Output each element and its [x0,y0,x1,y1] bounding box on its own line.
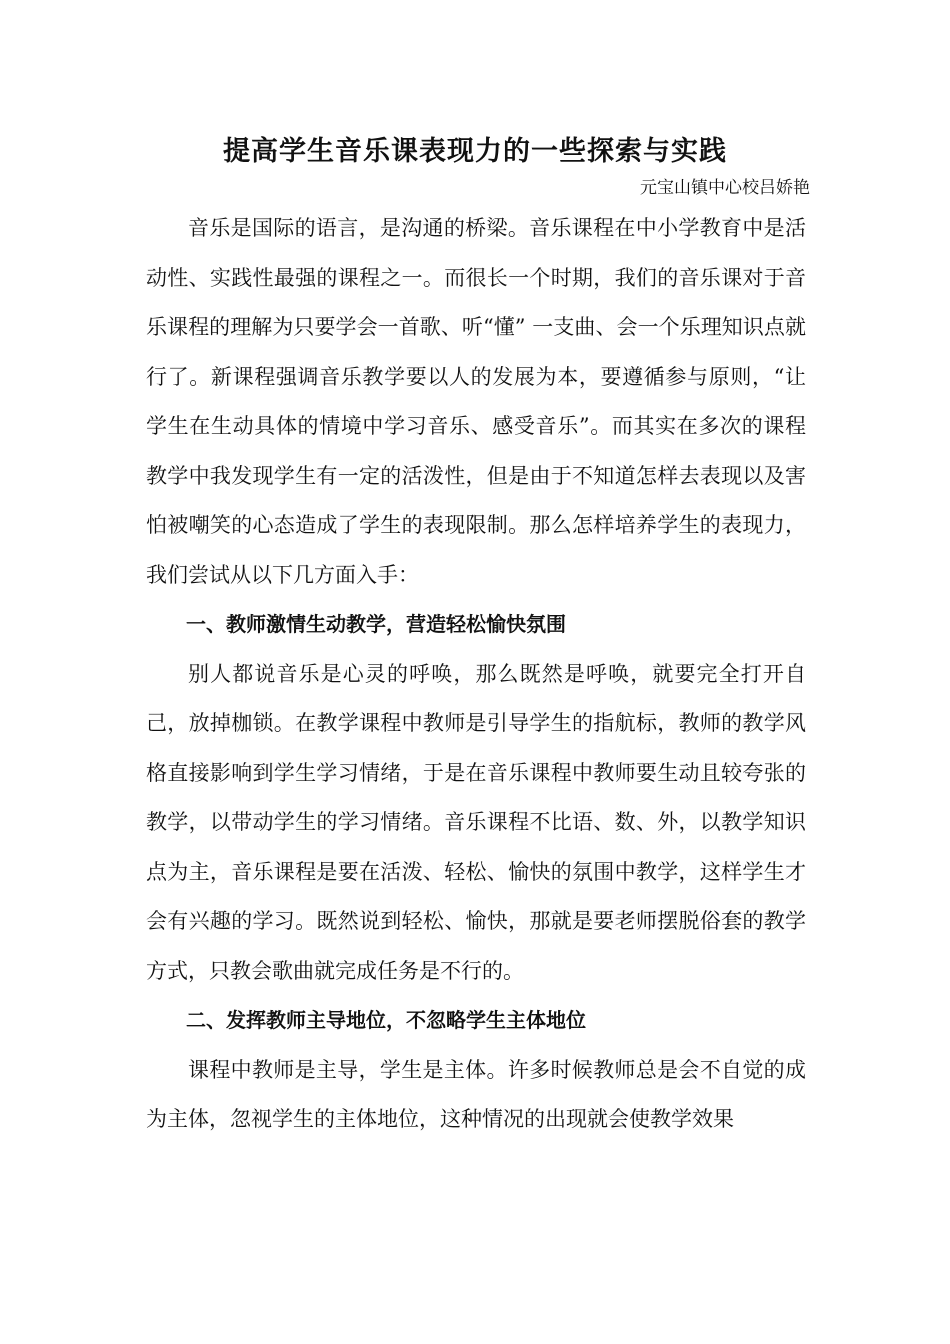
author-line: 元宝山镇中心校吕娇艳 [640,178,810,198]
paragraph-section-1: 别人都说音乐是心灵的呼唤，那么既然是呼唤，就要完全打开自己，放掉枷锁。在教学课程中教师是引导学生的指航标，教师的教学风格直接影响到学生学习情绪，于是在音乐课程中教师要生动且较夸张的教学，以带动学生的学习情绪。音乐课程不比语、数、外，以教学知识点为主，音乐课程是要在活泼、轻松、愉快的氛围中教学，这样学生才会有兴趣的学习。既然说到轻松、愉快，那就是要老师摆脱俗套的教学方式，只教会歌曲就完成任务是不行的。 [146,661,806,983]
paragraph-intro: 音乐是国际的语言，是沟通的桥梁。音乐课程在中小学教育中是活动性、实践性最强的课程之一。而很长一个时期，我们的音乐课对于音乐课程的理解为只要学会一首歌、听“懂” 一支曲、会一个乐理知识点就行了。新课程强调音乐教学要以人的发展为本，要遵循参与原则，“让学生在生动具体的情境中学习音乐、感受音乐”。而其实在多次的课程教学中我发现学生有一定的活泼性，但是由于不知道怎样去表现以及害怕被嘲笑的心态造成了学生的表现限制。那么怎样培养学生的表现力，我们尝试从以下几方面入手： [146,216,806,587]
paragraph-section-2: 课程中教师是主导，学生是主体。许多时候教师总是会不自觉的成为主体，忽视学生的主体地位，这种情况的出现就会使教学效果 [146,1057,806,1131]
document-title: 提高学生音乐课表现力的一些探索与实践 [223,136,727,167]
document-body [146,204,806,1145]
section-heading-2: 二、发挥教师主导地位，不忽略学生主体地位 [186,1008,586,1032]
section-heading-1: 一、教师激情生动教学，营造轻松愉快氛围 [186,612,566,636]
